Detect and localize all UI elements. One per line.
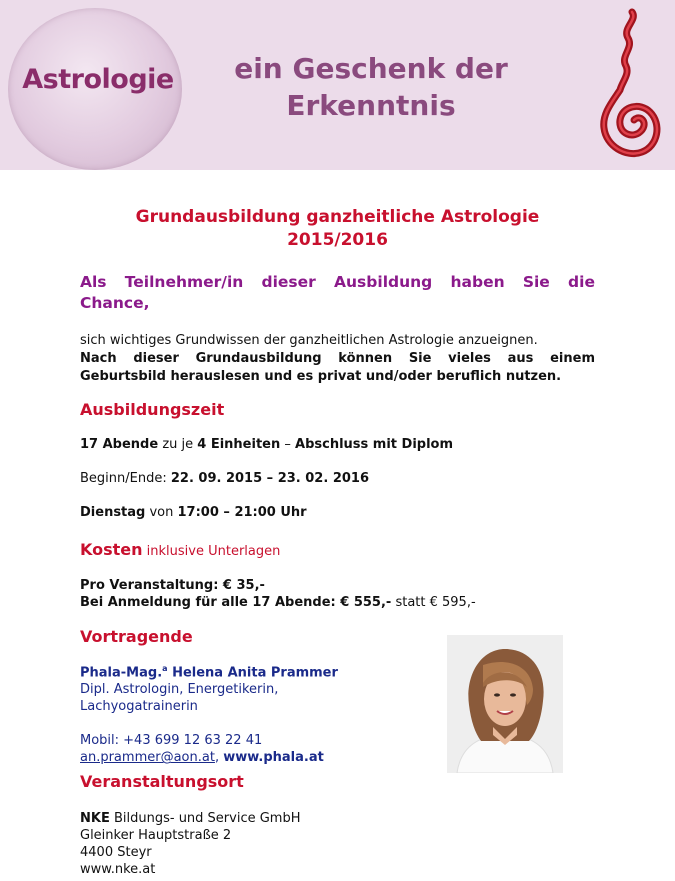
speaker-role1: Dipl. Astrologin, Energetikerin, bbox=[80, 682, 279, 698]
einheiten: 4 Einheiten bbox=[197, 437, 281, 452]
speaker-contact bbox=[80, 749, 420, 766]
abende-mid: zu je bbox=[158, 437, 198, 452]
spiral-ornament-icon bbox=[592, 6, 664, 162]
intro-paragraph bbox=[80, 332, 595, 386]
speaker-info bbox=[80, 660, 420, 766]
venue-street: Gleinker Hauptstraße 2 bbox=[80, 828, 232, 843]
subtitle-word: haben bbox=[450, 273, 505, 291]
kosten-note: inklusive Unterlagen bbox=[142, 544, 281, 559]
kosten-gesamt-bold: Bei Anmeldung für alle 17 Abende: € 555,- bbox=[80, 595, 392, 610]
subtitle-word: Teilnehmer/in bbox=[124, 273, 244, 291]
beginn-line bbox=[80, 471, 595, 486]
subtitle-word: die bbox=[568, 273, 595, 291]
kosten-gesamt bbox=[80, 594, 595, 611]
venue-org-bold: NKE bbox=[80, 811, 110, 826]
headline-line2: Erkenntnis bbox=[286, 89, 456, 122]
logo-text: Astrologie bbox=[22, 64, 174, 95]
subtitle-line1 bbox=[80, 272, 595, 293]
speaker-portrait bbox=[447, 635, 563, 773]
name-rest: Helena Anita Prammer bbox=[167, 665, 338, 681]
page-title bbox=[80, 206, 595, 252]
venue-address bbox=[80, 810, 595, 878]
header-banner bbox=[0, 0, 675, 170]
termin-line bbox=[80, 505, 595, 520]
speaker-mobile: Mobil: +43 699 12 63 22 41 bbox=[80, 733, 263, 749]
tag-mid: von bbox=[145, 505, 178, 520]
subtitle-line2: Chance, bbox=[80, 294, 150, 312]
speaker-role2: Lachyogatrainerin bbox=[80, 699, 198, 715]
kosten-statt: statt € 595,- bbox=[391, 595, 476, 610]
intro-bold bbox=[80, 350, 595, 386]
headline-line1: ein Geschenk der bbox=[234, 52, 508, 85]
intro-word: können bbox=[338, 351, 393, 366]
email-link[interactable]: an.prammer@aon.at bbox=[80, 750, 215, 766]
intro-word: einem bbox=[550, 351, 595, 366]
intro-word: vieles bbox=[448, 351, 491, 366]
venue-city: 4400 Steyr bbox=[80, 845, 152, 860]
kosten-einzel: Pro Veranstaltung: € 35,- bbox=[80, 578, 265, 593]
intro-plain: sich wichtiges Grundwissen der ganzheitlichen Astrologie anzueignen. bbox=[80, 333, 538, 348]
intro-bold-line2: Geburtsbild herauslesen und es privat und/oder beruflich nutzen. bbox=[80, 369, 562, 384]
heading-ausbildungszeit: Ausbildungszeit bbox=[80, 400, 225, 419]
title-line2: 2015/2016 bbox=[287, 230, 388, 250]
uhrzeit: 17:00 – 21:00 Uhr bbox=[177, 505, 307, 520]
subtitle-word: Als bbox=[80, 273, 107, 291]
banner-headline bbox=[206, 50, 536, 124]
subtitle-word: Sie bbox=[522, 273, 550, 291]
intro-word: Nach bbox=[80, 351, 117, 366]
venue-web[interactable]: www.nke.at bbox=[80, 862, 156, 877]
intro-bold-line1 bbox=[80, 350, 595, 368]
abende-line bbox=[80, 437, 595, 452]
subtitle-word: dieser bbox=[261, 273, 316, 291]
wochentag: Dienstag bbox=[80, 505, 146, 520]
subtitle bbox=[80, 272, 595, 314]
subtitle-word: Ausbildung bbox=[334, 273, 433, 291]
contact-comma: , bbox=[214, 750, 224, 766]
spacer bbox=[80, 715, 420, 732]
abende-count: 17 Abende bbox=[80, 437, 159, 452]
venue-org-rest: Bildungs- und Service GmbH bbox=[109, 811, 301, 826]
speaker-name bbox=[80, 660, 420, 681]
einheiten-dash: – bbox=[280, 437, 296, 452]
intro-word: aus bbox=[507, 351, 534, 366]
website-link[interactable]: www.phala.at bbox=[223, 750, 324, 766]
beginn-value: 22. 09. 2015 – 23. 02. 2016 bbox=[170, 471, 369, 486]
heading-veranstaltungsort: Veranstaltungsort bbox=[80, 772, 244, 791]
title-line1: Grundausbildung ganzheitliche Astrologie bbox=[135, 207, 540, 227]
intro-word: Grundausbildung bbox=[195, 351, 322, 366]
abschluss: Abschluss mit Diplom bbox=[295, 437, 454, 452]
name-sup: a bbox=[162, 664, 168, 673]
intro-word: dieser bbox=[133, 351, 179, 366]
kosten-details bbox=[80, 577, 595, 611]
name-prefix: Phala-Mag. bbox=[80, 665, 163, 681]
heading-kosten bbox=[80, 540, 595, 559]
kosten-title: Kosten bbox=[80, 540, 143, 559]
heading-vortragende: Vortragende bbox=[80, 627, 193, 646]
beginn-label: Beginn/Ende: bbox=[80, 471, 171, 486]
venue-org bbox=[80, 810, 595, 827]
intro-word: Sie bbox=[408, 351, 432, 366]
speaker-photo bbox=[447, 635, 563, 773]
